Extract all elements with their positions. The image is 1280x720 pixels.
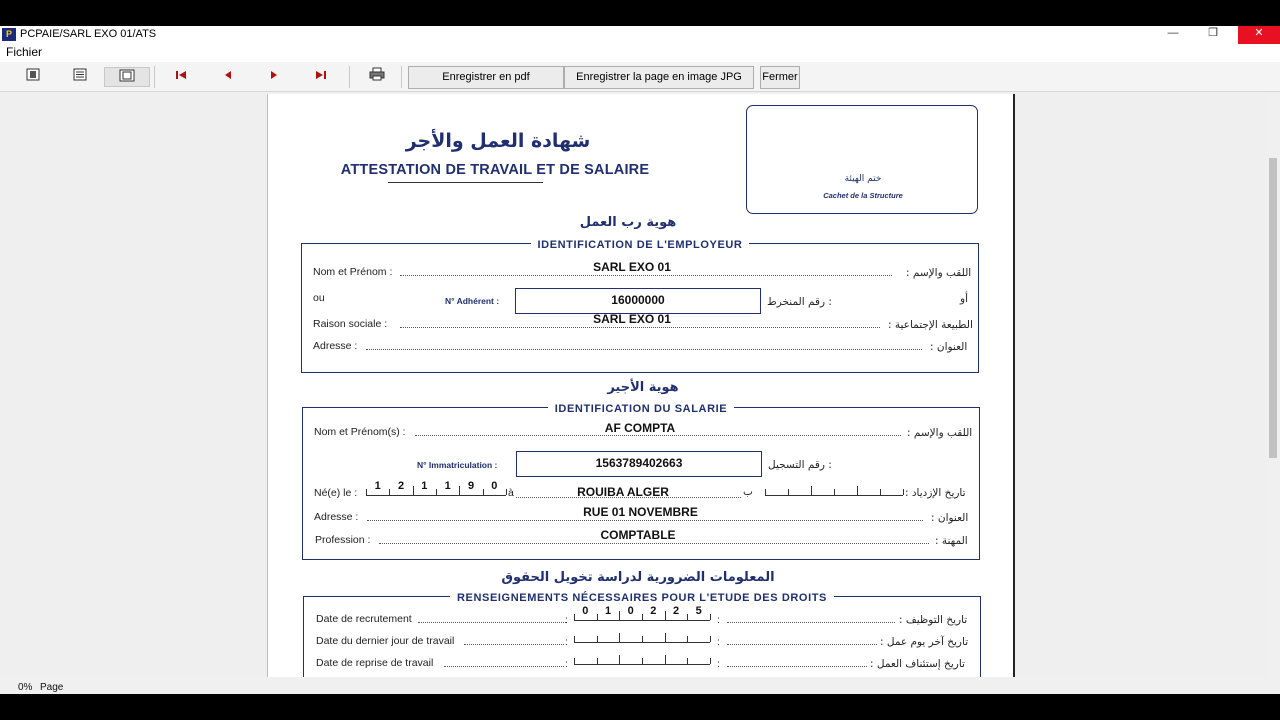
status-bar	[0, 681, 1280, 694]
date-digit: 1	[374, 480, 381, 492]
employer-section-title-arabic: هوية رب العمل	[579, 215, 677, 230]
first-page-icon[interactable]	[170, 67, 192, 87]
document-title-arabic: شهادة العمل والأجر	[405, 130, 591, 152]
date-box-tick	[597, 658, 598, 664]
window-title: PCPAIE/SARL EXO 01/ATS	[20, 28, 157, 40]
date-digit: 0	[582, 605, 589, 617]
dotted-line	[727, 644, 877, 645]
date-box-tick	[619, 633, 620, 642]
toolbar-separator	[154, 66, 155, 88]
dotted-line	[366, 349, 922, 350]
dotted-line	[444, 666, 564, 667]
date-box-tick	[619, 655, 620, 664]
recruitment-date-label: Date de recrutement	[316, 613, 412, 625]
colon-label: :	[565, 658, 568, 670]
date-box-tick	[765, 489, 766, 495]
employer-section-title: IDENTIFICATION DE L'EMPLOYEUR	[531, 239, 750, 251]
employer-section-legend	[302, 235, 978, 253]
dotted-line	[727, 622, 895, 623]
application-window	[0, 26, 1280, 694]
colon-label: :	[717, 636, 720, 648]
profession-label-arabic: المهنة :	[935, 535, 968, 547]
menu-bar	[0, 44, 1280, 62]
dotted-line	[400, 275, 892, 276]
birth-date-boxes	[366, 480, 506, 496]
dotted-line	[400, 327, 880, 328]
scrollbar-thumb[interactable]	[1269, 158, 1277, 458]
document-title: ATTESTATION DE TRAVAIL ET DE SALAIRE	[340, 162, 650, 178]
colon-label: :	[565, 636, 568, 648]
adherent-label: N° Adhérent :	[445, 296, 500, 306]
employee-address-value: RUE 01 NOVEMBRE	[583, 505, 698, 519]
menu-fichier[interactable]: Fichier	[6, 45, 43, 59]
vertical-scrollbar[interactable]	[1266, 94, 1280, 677]
employer-name-label: Nom et Prénom :	[313, 266, 393, 278]
dotted-line	[415, 435, 901, 436]
social-reason-label: Raison sociale :	[313, 318, 388, 330]
dotted-line	[727, 666, 867, 667]
employer-address-label-arabic: العنوان :	[930, 341, 968, 353]
dotted-line	[379, 543, 929, 544]
toolbar	[0, 62, 1280, 92]
date-digit: 1	[604, 605, 612, 617]
profession-label: Profession :	[315, 534, 371, 546]
birth-date-label-arabic: تاريخ الإزدياد :	[905, 487, 966, 499]
date-digit: 1	[421, 480, 428, 492]
app-icon: P	[2, 28, 16, 41]
date-digit: 2	[397, 480, 405, 492]
date-box-tick	[857, 486, 858, 495]
employer-or-label-arabic: أو	[960, 293, 968, 305]
date-box-tick	[665, 655, 666, 664]
multi-page-icon[interactable]	[69, 67, 91, 87]
colon-label: :	[717, 658, 720, 670]
print-icon[interactable]	[366, 67, 388, 87]
title-underline	[388, 182, 543, 183]
date-box-tick	[880, 489, 881, 495]
status-page-label: Page	[40, 682, 64, 693]
last-work-day-label-arabic: تاريخ آخر يوم عمل :	[880, 636, 969, 648]
date-box-tick	[574, 636, 575, 642]
rights-section-title: RENSEIGNEMENTS NÉCESSAIRES POUR L'ETUDE DES DROITS	[450, 592, 834, 604]
matricule-field: 1563789402663	[516, 451, 762, 477]
social-reason-value: SARL EXO 01	[593, 312, 671, 326]
last-work-day-boxes	[574, 627, 710, 643]
matricule-label-arabic: : رقم التسجيل	[768, 459, 832, 471]
dotted-line	[418, 622, 566, 623]
stamp-box	[746, 105, 978, 214]
date-box-tick	[506, 489, 507, 495]
save-pdf-button[interactable]: Enregistrer en pdf	[408, 66, 564, 89]
date-box-tick	[903, 489, 904, 495]
fit-page-icon[interactable]	[104, 67, 150, 87]
employer-section	[301, 239, 979, 373]
employee-name-label-arabic: اللقب والإسم :	[907, 427, 973, 439]
date-box-tick	[710, 636, 711, 642]
date-box-tick	[710, 658, 711, 664]
matricule-label: N° Immatriculation :	[417, 460, 498, 470]
profession-value: COMPTABLE	[600, 528, 676, 542]
date-box-tick	[665, 633, 666, 642]
date-box-tick	[597, 636, 598, 642]
date-digit: 9	[467, 480, 475, 492]
employee-section-legend	[303, 399, 979, 417]
date-digit: 1	[444, 480, 451, 492]
adherent-field: 16000000	[515, 288, 761, 314]
employee-section-title: IDENTIFICATION DU SALARIE	[548, 403, 734, 415]
date-digit: 2	[672, 605, 680, 617]
report-viewer[interactable]	[0, 94, 1280, 677]
employee-section	[302, 403, 980, 560]
date-box-tick	[642, 658, 643, 664]
employee-address-label: Adresse :	[314, 511, 359, 523]
date-digit: 5	[695, 605, 702, 617]
next-page-icon[interactable]	[263, 67, 285, 87]
work-resume-date-label-arabic: تاريخ إستئناف العمل :	[870, 658, 965, 670]
work-resume-date-label: Date de reprise de travail	[316, 657, 434, 669]
birth-at-label: à	[508, 487, 514, 499]
date-box-tick	[788, 489, 789, 495]
social-reason-label-arabic: الطبيعة الإجتماعية :	[888, 319, 973, 331]
date-box-tick	[834, 489, 835, 495]
date-digit: 0	[491, 480, 498, 492]
work-resume-date-boxes	[574, 649, 710, 665]
close-button[interactable]: ✕	[1238, 26, 1280, 44]
employer-name-label-arabic: اللقب والإسم :	[906, 267, 972, 279]
employee-address-label-arabic: العنوان :	[931, 512, 969, 524]
date-box-tick	[811, 486, 812, 495]
stamp-label-arabic: ختم الهيئة	[844, 174, 882, 184]
title-bar	[0, 26, 1280, 44]
restore-button[interactable]: ❐	[1208, 27, 1218, 39]
stamp-label: Cachet de la Structure	[823, 191, 903, 200]
recruitment-date-boxes	[574, 605, 710, 621]
employer-name-value: SARL EXO 01	[593, 260, 671, 274]
rights-section-legend	[304, 588, 980, 606]
last-page-icon[interactable]	[310, 67, 332, 87]
single-page-icon[interactable]	[22, 67, 44, 87]
colon-label: :	[717, 614, 720, 626]
dotted-line	[367, 520, 923, 521]
toolbar-separator	[349, 66, 350, 88]
recruitment-date-label-arabic: تاريخ التوظيف :	[899, 614, 968, 626]
date-box-tick	[642, 636, 643, 642]
dotted-line	[464, 644, 564, 645]
status-percent: 0%	[18, 682, 33, 693]
employer-or-label: ou	[313, 292, 325, 304]
date-box-tick	[574, 658, 575, 664]
close-viewer-button[interactable]: Fermer	[760, 66, 800, 89]
save-jpg-button[interactable]: Enregistrer la page en image JPG	[564, 66, 754, 89]
date-box-tick	[687, 658, 688, 664]
date-box-tick	[687, 636, 688, 642]
birth-date-label: Né(e) le :	[314, 487, 358, 499]
employee-name-value: AF COMPTA	[604, 421, 676, 435]
date-digit: 2	[650, 605, 657, 617]
employer-address-label: Adresse :	[313, 340, 358, 352]
employee-name-label: Nom et Prénom(s) :	[314, 426, 406, 438]
prev-page-icon[interactable]	[217, 67, 239, 87]
toolbar-separator	[401, 66, 402, 88]
birth-place-value: ROUIBA ALGER	[577, 485, 669, 499]
birth-separator-arabic: ب	[743, 486, 753, 498]
rights-section	[303, 592, 981, 677]
adherent-label-arabic: : رقم المنخرط	[767, 296, 832, 308]
rights-section-title-arabic: المعلومات الضرورية لدراسة تخويل الحقوق	[501, 570, 775, 585]
employee-section-title-arabic: هوية الأجير	[607, 380, 679, 395]
last-work-day-label: Date du dernier jour de travail	[316, 635, 455, 647]
minimize-button[interactable]: —	[1167, 27, 1179, 39]
document-page	[267, 94, 1015, 677]
birth-date-boxes-arabic	[765, 480, 903, 496]
colon-label: :	[565, 614, 568, 626]
date-digit: 0	[627, 605, 634, 617]
